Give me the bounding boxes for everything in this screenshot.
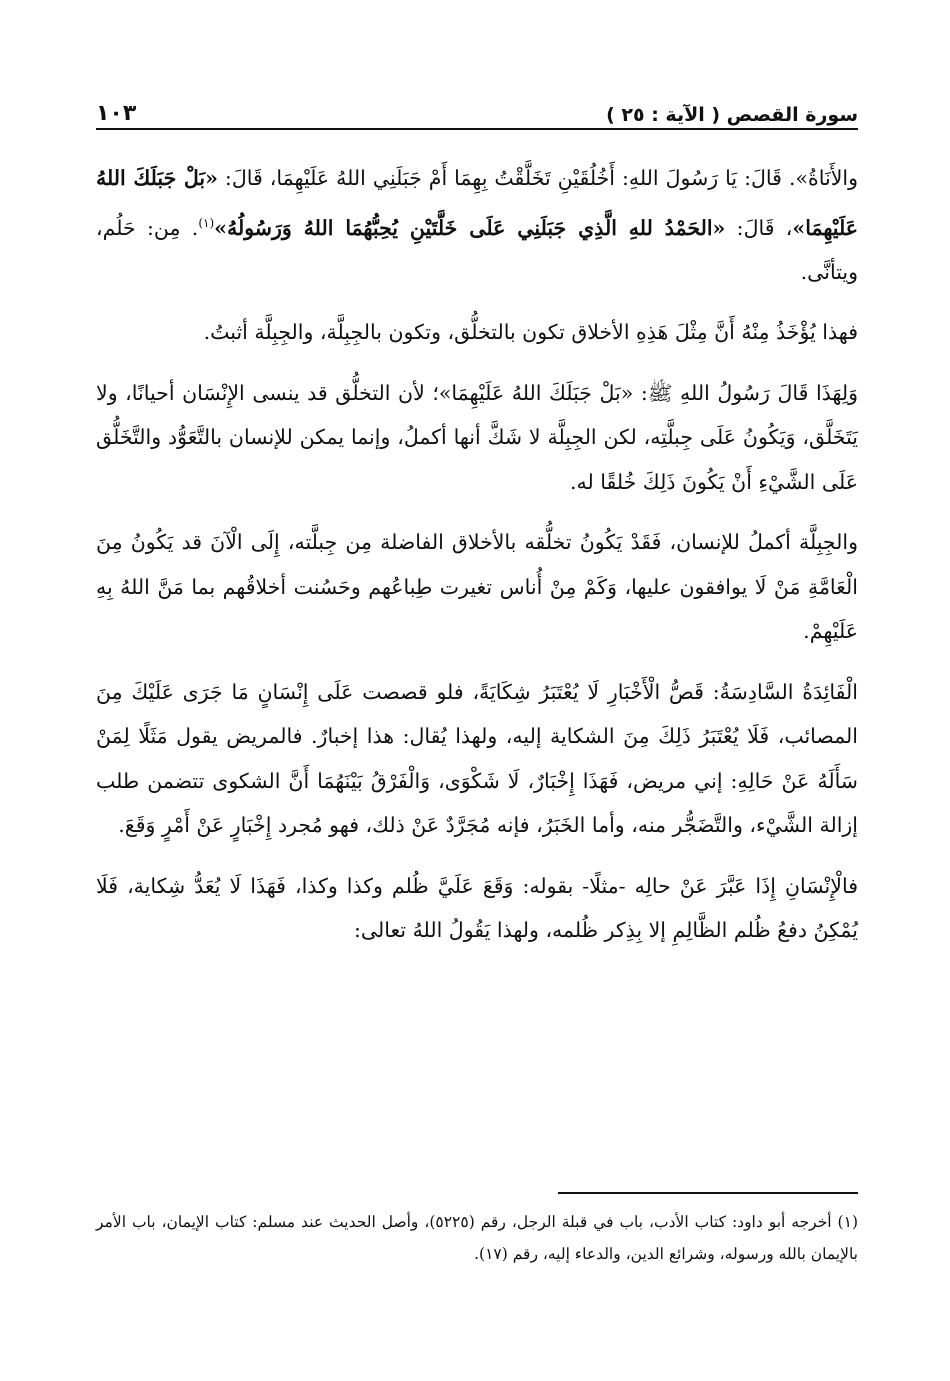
paragraph [96, 156, 858, 294]
paragraph: الْفَائِدَةُ السَّادِسَةُ: قَصُّ الْأَخْبَارِ لَا يُعْتَبَرُ شِكَايَةً، فلو قصصت عَلَى إِنْسَانٍ مَا جَرَى عَلَيْكَ مِنَ المصائب، فَلَا يُعْتَبَرُ ذَلِكَ مِنَ الشكاية إليه، ولهذا يُقال: هذا إخبارٌ. فالمريض يقول مَثَلًا لِمَنْ سَأَلَهُ عَنْ حَالِهِ: إني مريض، فَهَذَا إِخْبَارٌ، لَا شَكْوَى، وَالْفَرْقُ بَيْنَهُمَا أَنَّ الشكوى تتضمن طلب إزالة الشَّيْء، والتَّضَجُّر منه، وأما الخَبَرُ، فإنه مُجَرَّدٌ عَنْ ذلك، فهو مُجرد إِخْبَارٍ عَنْ أَمْرٍ وَقَعَ. [96, 679, 858, 838]
header-title: سورة القصص ( الآية : ٢٥ ) [606, 104, 858, 126]
paragraph-text: والأَنَاةُ». قَالَ: يَا رَسُولَ اللهِ: أَخُلُقَيْنِ تَخَلَّقْتُ بِهِمَا أَمْ جَبَلَنِي اللهُ عَلَيْهِمَا، قَالَ: [217, 166, 858, 190]
paragraph-text: ، قَالَ: [725, 215, 793, 240]
paragraph-text: . مِن: حَلُم، ويتأنَّى. [96, 215, 858, 284]
footnote-marker: (١) [198, 215, 215, 230]
paragraph: وَلِهَذَا قَالَ رَسُولُ اللهِ ﷺ: «بَلْ جَبَلَكَ اللهُ عَلَيْهِمَا»؛ لأن التخلُّق قد ينسى الإِنْسَان أحيانًا، ولا يَتَخَلَّق، وَيَكُونُ عَلَى جِبلَّتِه، لكن الجِبِلَّة لا شَكَّ أنها أكملُ، وإنما يمكن للإنسان بالتَّعَوُّد والتَّخَلُّق عَلَى الشَّيْءِ أَنْ يَكُونَ ذَلِكَ خُلقًا له. [96, 380, 858, 494]
page-number: ١٠٣ [96, 101, 137, 126]
footnotes [96, 1206, 858, 1270]
main-text [96, 156, 858, 953]
paragraph: فهذا يُؤْخَذُ مِنْهُ أَنَّ مِثْلَ هَذِهِ الأخلاق تكون بالتخلُّق، وتكون بالجِبِلَّة، والجِبِلَّة أثبتُ. [203, 320, 858, 345]
book-page [96, 96, 858, 1296]
footnote: (١) أخرجه أبو داود: كتاب الأدب، باب في قبلة الرجل، رقم (٥٢٢٥)، وأصل الحديث عند مسلم: كتاب الإيمان، باب الأمر بالإيمان بالله ورسوله، وشرائع الدين، والدعاء إليه، رقم (١٧). [96, 1213, 858, 1263]
running-header [96, 96, 858, 130]
paragraph: والجِبِلَّة أكملُ للإنسان، فَقَدْ يَكُونُ تخلُّقه بالأخلاق الفاضلة مِن جِبلَّته، إِلَى الْآنَ قد يَكُونُ مِنَ الْعَامَّةِ مَنْ لَا يوافقون عليها، وَكَمْ مِنْ أُناس تغيرت طِباعُهم وحَسُنت أخلاقُهم بما مَنَّ اللهُ بِهِ عَلَيْهِمْ. [96, 530, 858, 644]
paragraph: فالْإِنْسَانِ إِذَا عَبَّرَ عَنْ حالِه -مثلًا- بقوله: وَقَعَ عَلَيَّ ظُلم وكذا وكذا، فَهَذَا لَا يُعَدُّ شِكاية، فَلَا يُمْكِنُ دفعُ ظُلم الظَّالِمِ إلا بِذِكر ظُلمه، ولهذا يَقُولُ اللهُ تعالى: [96, 873, 858, 943]
hadith-quote: «الحَمْدُ للهِ الَّذِي جَبَلَنِي عَلَى خَلَّتَيْنِ يُحِبُّهُمَا اللهُ وَرَسُولُهُ» [214, 215, 726, 240]
footnote-separator [558, 1192, 858, 1194]
hadith-quote: «بَلْ جَبَلَكَ اللهُ عَلَيْهِمَا» [96, 166, 858, 240]
